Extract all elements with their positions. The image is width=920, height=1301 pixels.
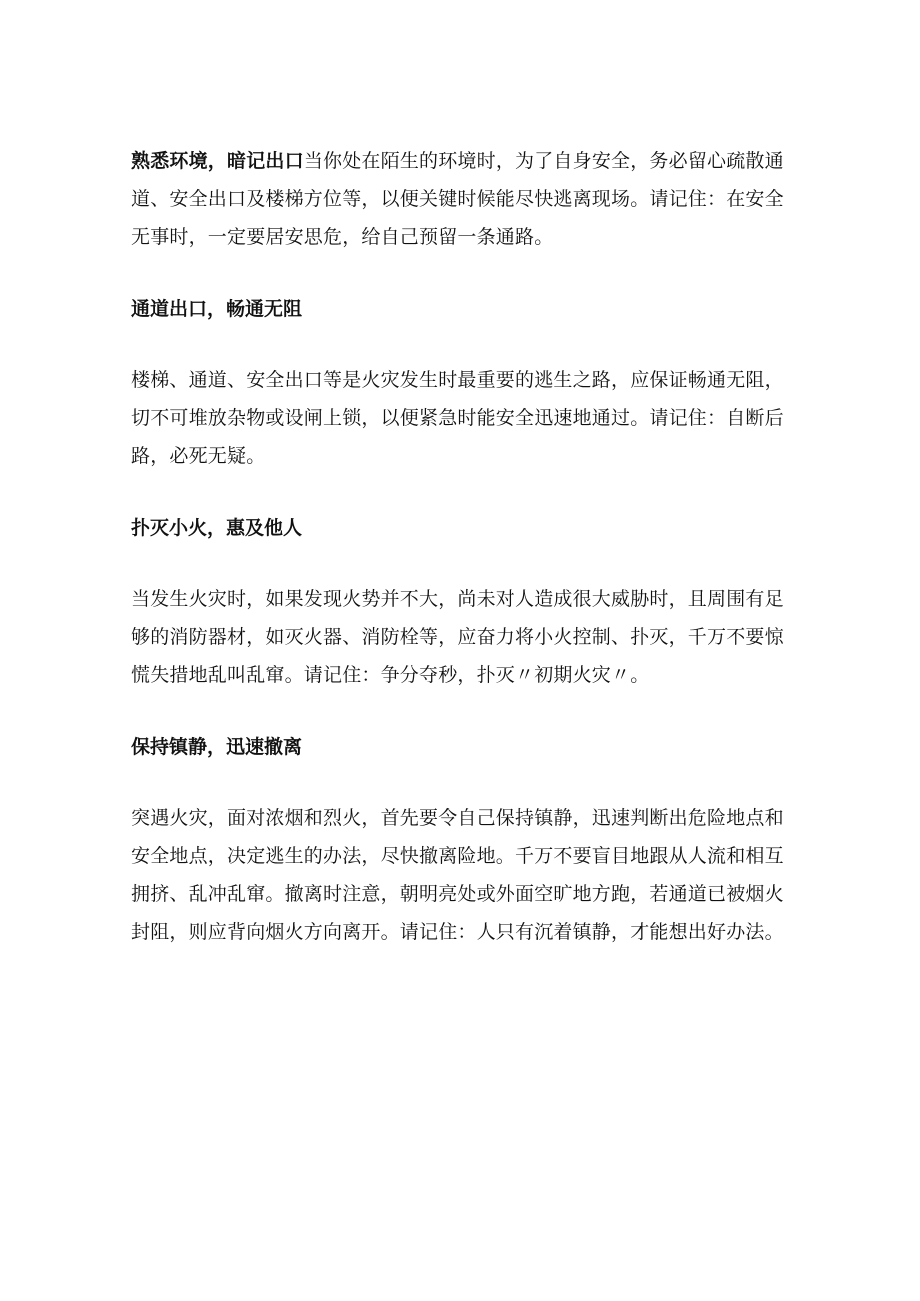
section-heading-exits: 通道出口，畅通无阻 (131, 298, 303, 320)
section-heading-stay-calm: 保持镇静，迅速撤离 (131, 736, 303, 758)
intro-body: 当你处在陌生的环境时，为了自身安全，务必留心疏散通道、安全出口及楼梯方位等，以便关键时候能尽快逃离现场。请记住：在安全无事时，一定要居安思危，给自己预留一条通路。 (131, 150, 784, 248)
section-heading-small-fire: 扑灭小火，惠及他人 (131, 517, 303, 539)
section-body-exits: 楼梯、通道、安全出口等是火灾发生时最重要的逃生之路，应保证畅通无阻，切不可堆放杂物或设闸上锁，以便紧急时能安全迅速地通过。请记住：自断后路，必死无疑。 (131, 369, 784, 467)
intro-lead: 熟悉环境，暗记出口 (131, 150, 304, 172)
section-body-stay-calm: 突遇火灾，面对浓烟和烈火，首先要令自己保持镇静，迅速判断出危险地点和安全地点，决定逃生的办法，尽快撤离险地。千万不要盲目地跟从人流和相互拥挤、乱冲乱窜。撤离时注意，朝明亮处或外面空旷地方跑，若通道已被烟火封阻，则应背向烟火方向离开。请记住：人只有沉着镇静，才能想出好办法。 (131, 807, 784, 943)
document-content (131, 142, 791, 951)
intro-paragraph (131, 142, 791, 256)
section-body-small-fire: 当发生火灾时，如果发现火势并不大，尚未对人造成很大威胁时，且周围有足够的消防器材，如灭火器、消防栓等，应奋力将小火控制、扑灭，千万不要惊慌失措地乱叫乱窜。请记住：争分夺秒，扑灭〃初期火灾〃。 (131, 588, 784, 686)
